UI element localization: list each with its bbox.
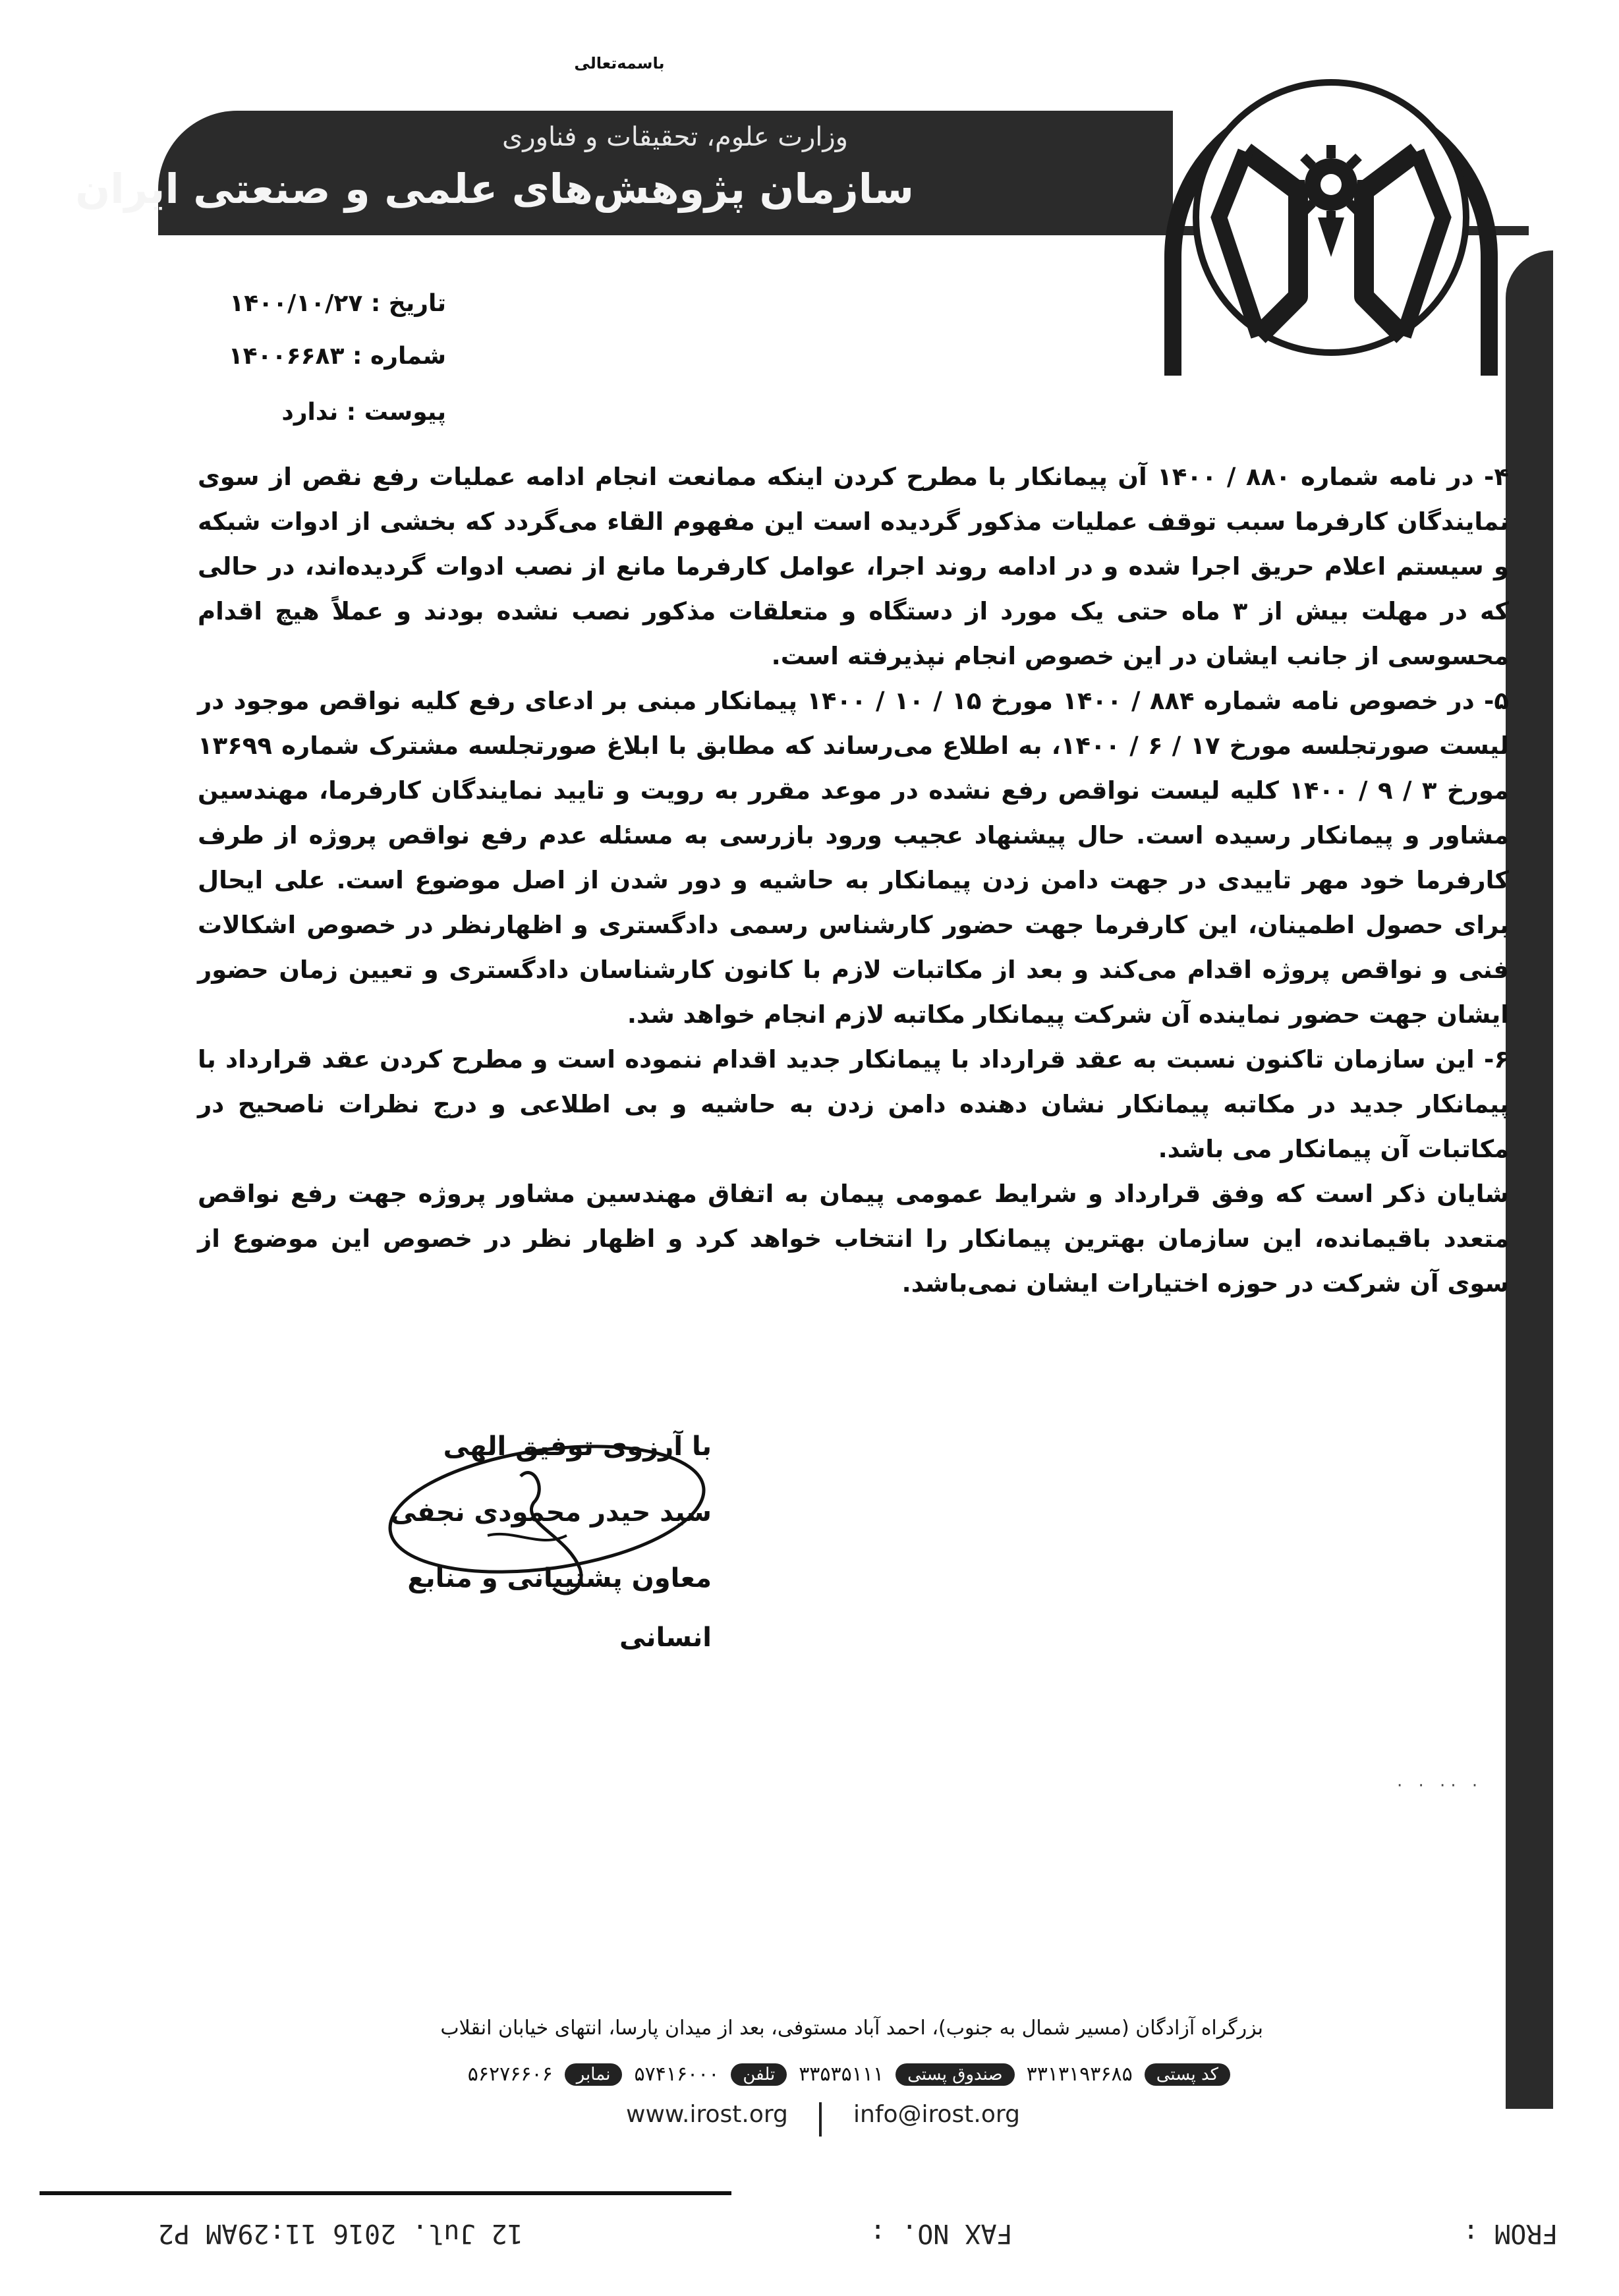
paragraph-4: ۴- در نامه شماره ۸۸۰ / ۱۴۰۰ آن پیمانکار با مطرح کردن اینکه ممانعت انجام ادامه عملیات رفع نقص از سوی نمایندگان کارفرما سبب توقف عملیات مذکور گردیده است این مفهوم القاء می‌گردد که بخشی از ادوات شبکه و سیستم اعلام حریق اجرا شده و در ادامه روند اجرا، عوامل کارفرما مانع از نصب ادوات گردیده‌اند، در حالی که در مهلت بیش از ۳ ماه حتی یک مورد از دستگاه و متعلقات مذکور نصب نشده بودند و عملاً هیچ اقدام محسوسی از جانب ایشان در این خصوص انجام نپذیرفته است.: [198, 463, 1509, 670]
fax-number: ۵۶۲۷۶۶۰۶: [467, 2063, 553, 2086]
date-row: [229, 290, 446, 317]
footer-divider: [819, 2102, 822, 2137]
fax-number-header: FAX NO. :: [870, 2218, 1013, 2249]
organization-name: سازمان پژوهش‌های علمی و صنعتی ایران: [75, 165, 914, 213]
number-value: ۱۴۰۰۶۶۸۳: [228, 343, 345, 370]
paragraph-note: شایان ذکر است که وفق قرارداد و شرایط عمومی پیمان به اتفاق مهندسین مشاور پروژه جهت رفع نواقص متعدد باقیمانده، این سازمان بهترین پیمانکار را انتخاب خواهد کرد و اظهار نظر در خصوص این موضوع از سوی آن شرکت در حوزه اختیارات ایشان نمی‌باشد.: [198, 1180, 1509, 1298]
letter-body: [198, 455, 1509, 1306]
closing-phrase: با آرزوی توفیق الهی: [443, 1431, 712, 1462]
phone-label: تلفن: [731, 2063, 787, 2086]
irost-logo-icon: [1147, 59, 1516, 376]
po-box: ۳۳۵۳۵۱۱۱: [799, 2063, 884, 2086]
email-link[interactable]: info@irost.org: [853, 2101, 1020, 2128]
right-border-rail: [1506, 250, 1553, 2109]
postal-code: ۳۳۱۳۱۹۳۶۸۵: [1026, 2063, 1133, 2086]
fax-from-header: FROM :: [1463, 2218, 1558, 2249]
scan-speckle: · · ·· ·: [1397, 1776, 1483, 1796]
number-row: [229, 343, 446, 370]
footer-contacts: [468, 2063, 1230, 2086]
po-box-label: صندوق پستی: [895, 2063, 1015, 2086]
date-label: تاریخ :: [370, 290, 446, 317]
fax-timestamp: 12 Jul. 2016 11:29AM P2: [158, 2218, 523, 2249]
ministry-name: وزارت علوم، تحقیقات و فناوری: [502, 122, 848, 152]
signer-title: معاون پشتیبانی و منابع انسانی: [407, 1563, 712, 1653]
signer-name: سید حیدر محمودی نجفی: [390, 1497, 712, 1528]
paragraph-5: ۵- در خصوص نامه شماره ۸۸۴ / ۱۴۰۰ مورخ ۱۵ / ۱۰ / ۱۴۰۰ پیمانکار مبنی بر ادعای رفع کلیه نواقص موجود در لیست صورتجلسه مورخ ۱۷ / ۶ / ۱۴۰۰، به اطلاع می‌رساند که مطابق با ابلاغ صورتجلسه مشترک شماره ۱۳۶۹۹ مورخ ۳ / ۹ / ۱۴۰۰ کلیه لیست نواقص رفع نشده در موعد مقرر به رویت و تایید نمایندگان کارفرما، مهندسین مشاور و پیمانکار رسیده است. حال پیشنهاد عجیب ورود بازرسی به مسئله عدم رفع نواقص پروژه از طرف کارفرما خود مهر تاییدی در جهت دامن زدن پیمانکار به حاشیه و دور شدن از اصل موضوع است. علی ایحال برای حصول اطمینان، این کارفرما جهت حضور کارشناس رسمی دادگستری و اظهارنظر در خصوص اشکالات فنی و نواقص پروژه اقدام می‌کند و بعد از مکاتبات لازم با کانون کارشناسان دادگستری و تعیین زمان حضور ایشان جهت حضور نماینده آن شرکت پیمانکار مکاتبه لازم انجام خواهد شد.: [198, 687, 1510, 1029]
website-link[interactable]: www.irost.org: [626, 2101, 788, 2128]
attachment-row: [281, 399, 446, 426]
fax-header-rule: [40, 2191, 731, 2195]
attachment-value: ندارد: [281, 399, 339, 426]
paragraph-6: ۶- این سازمان تاکنون نسبت به عقد قرارداد با پیمانکار جدید اقدام ننموده است و مطرح کردن عقد قرارداد با پیمانکار جدید در مکاتبه پیمانکار نشان دهنده دامن زدن به حاشیه و بی اطلاعی و درج نظرات ناصحیح در مکاتبات آن پیمانکار می باشد.: [198, 1045, 1509, 1163]
attachment-label: پیوست :: [346, 399, 446, 426]
bismillah-heading: باسمه‌تعالی: [574, 54, 665, 72]
phone: ۵۷۴۱۶۰۰۰: [634, 2063, 720, 2086]
fax-label: نمابر: [565, 2063, 623, 2086]
footer-address: بزرگراه آزادگان (مسیر شمال به جنوب)، احمد آباد مستوفی، بعد از میدان پارسا، انتهای خیابان انقلاب: [440, 2017, 1263, 2040]
date-value: ۱۴۰۰/۱۰/۲۷: [229, 290, 363, 317]
postal-code-label: کد پستی: [1145, 2063, 1230, 2086]
number-label: شماره :: [353, 343, 446, 370]
signature-block: [343, 1417, 712, 1667]
